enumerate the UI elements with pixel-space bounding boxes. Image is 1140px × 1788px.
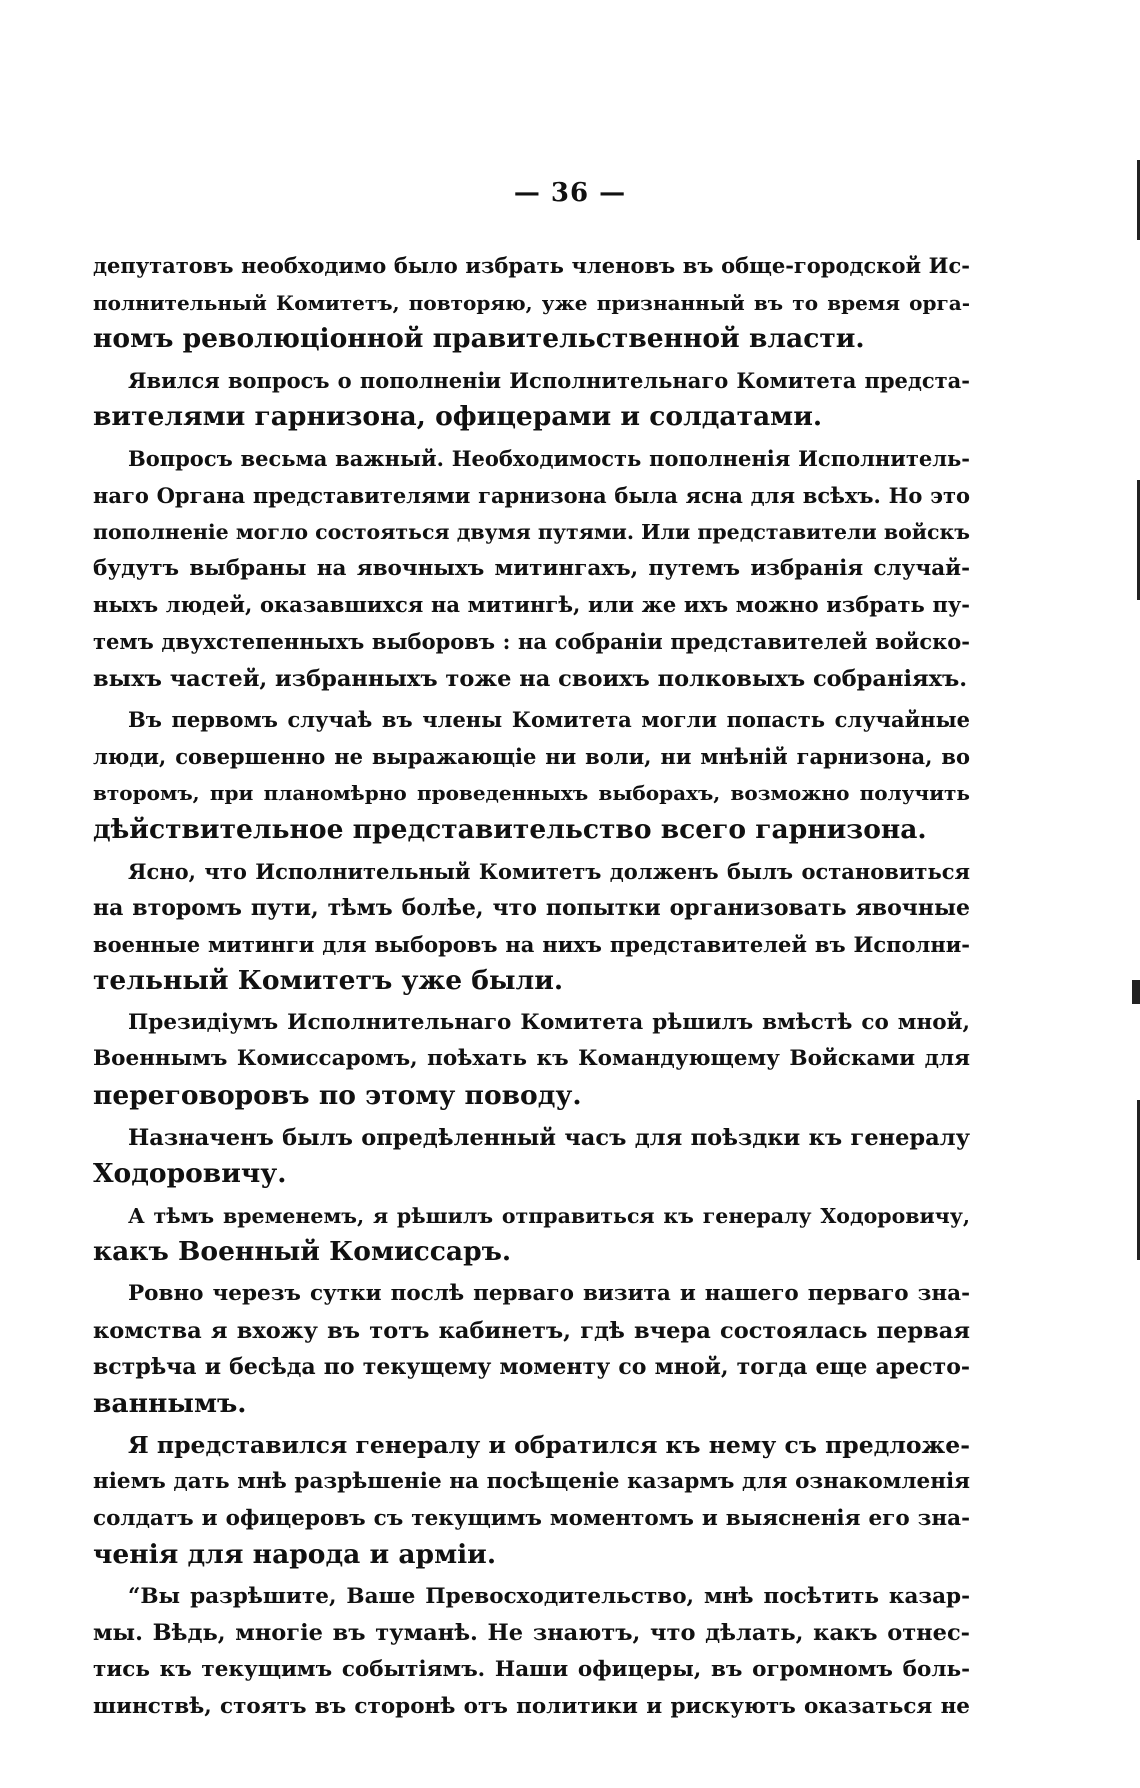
text-line: ныхъ людей, оказавшихся на митингѣ, или же ихъ можно избрать пу- <box>93 592 970 618</box>
text-line: А тѣмъ временемъ, я рѣшилъ отправиться къ генералу Ходоровичу, <box>128 1203 970 1228</box>
text-line: Вопросъ весьма важный. Необходимость пополненія Исполнитель- <box>128 445 970 471</box>
text-line: Ходоровичу. <box>93 1158 287 1190</box>
text-line: шинствѣ, стоятъ въ сторонѣ отъ политики и рискуютъ оказаться не <box>93 1693 970 1719</box>
text-line: переговоровъ по этому поводу. <box>93 1080 582 1112</box>
text-line: темъ двухстепенныхъ выборовъ : на собраніи представителей войско- <box>93 628 970 654</box>
paragraph <box>93 854 970 1000</box>
paragraph <box>93 1427 970 1573</box>
text-line: Президіумъ Исполнительнаго Комитета рѣшилъ вмѣстѣ со мной, <box>128 1009 970 1035</box>
text-line: наго Органа представителями гарнизона была ясна для всѣхъ. Но это <box>93 482 970 508</box>
text-line: будутъ выбраны на явочныхъ митингахъ, путемъ избранія случай- <box>93 555 970 581</box>
text-line: военные митинги для выборовъ на нихъ представителей въ Исполни- <box>93 931 970 957</box>
text-line: Назначенъ былъ опредѣленный часъ для поѣздки къ генералу <box>128 1124 970 1151</box>
text-line: солдатъ и офицеровъ съ текущимъ моментомъ и выясненія его зна- <box>93 1505 970 1531</box>
paragraph <box>93 1005 970 1115</box>
scan-edge-mark <box>1132 980 1140 1004</box>
text-line: “Вы разрѣшите, Ваше Превосходительство, мнѣ посѣтить казар- <box>128 1583 970 1609</box>
paragraph <box>93 1579 970 1725</box>
text-line: люди, совершенно не выражающіе ни воли, ни мнѣній гарнизона, во <box>93 743 970 769</box>
text-line: какъ Военный Комиссаръ. <box>93 1236 512 1268</box>
text-line: депутатовъ необходимо было избрать членовъ въ обще-городской Ис- <box>93 253 970 278</box>
text-line: Ясно, что Исполнительный Комитетъ долженъ былъ остановиться <box>128 858 970 884</box>
text-line: дѣйствительное представительство всего гарнизона. <box>93 813 927 845</box>
text-line: Военнымъ Комиссаромъ, поѣхать къ Командующему Войсками для <box>93 1046 970 1072</box>
text-line: встрѣча и бесѣда по текущему моменту со мной, тогда еще аресто- <box>93 1354 970 1381</box>
paragraph <box>93 363 970 436</box>
text-line: тись къ текущимъ событіямъ. Наши офицеры, въ огромномъ боль- <box>93 1656 970 1682</box>
body-text <box>93 248 970 1725</box>
text-line: Ровно черезъ сутки послѣ перваго визита и нашего перваго зна- <box>128 1281 970 1307</box>
text-line: пополненіе могло состояться двумя путями. Или представители войскъ <box>93 520 970 545</box>
text-line: ченія для народа и арміи. <box>93 1539 497 1571</box>
text-line: ніемъ дать мнѣ разрѣшеніе на посѣщеніе казармъ для ознакомленія <box>93 1469 970 1494</box>
text-line: ваннымъ. <box>93 1387 247 1419</box>
paragraph <box>93 1120 970 1193</box>
paragraph <box>93 1198 970 1271</box>
text-line: вителями гарнизона, офицерами и солдатами. <box>93 401 823 433</box>
page-number: — 36 — <box>513 178 627 208</box>
text-line: мы. Вѣдь, многіе въ туманѣ. Не знаютъ, что дѣлать, какъ отнес- <box>93 1620 970 1647</box>
text-line: второмъ, при планомѣрно проведенныхъ выборахъ, возможно получить <box>93 781 970 806</box>
text-line: номъ революціонной правительственной власти. <box>93 323 865 355</box>
text-line: тельный Комитетъ уже были. <box>93 965 564 997</box>
text-line: полнительный Комитетъ, повторяю, уже признанный въ то время орга- <box>93 290 970 315</box>
paragraph <box>93 702 970 848</box>
text-line: выхъ частей, избранныхъ тоже на своихъ полковыхъ собраніяхъ. <box>93 665 968 692</box>
text-line: Я представился генералу и обратился къ нему съ предложе- <box>128 1431 970 1460</box>
paragraph <box>93 248 970 358</box>
text-line: Явился вопросъ о пополненіи Исполнительнаго Комитета предста- <box>128 367 970 393</box>
text-line: Въ первомъ случаѣ въ члены Комитета могли попасть случайные <box>128 707 970 733</box>
text-line: на второмъ пути, тѣмъ болѣе, что попытки организовать явочные <box>93 895 970 922</box>
paragraph <box>93 441 970 697</box>
text-line: комства я вхожу въ тотъ кабинетъ, гдѣ вчера состоялась первая <box>93 1317 970 1344</box>
paragraph <box>93 1276 970 1422</box>
